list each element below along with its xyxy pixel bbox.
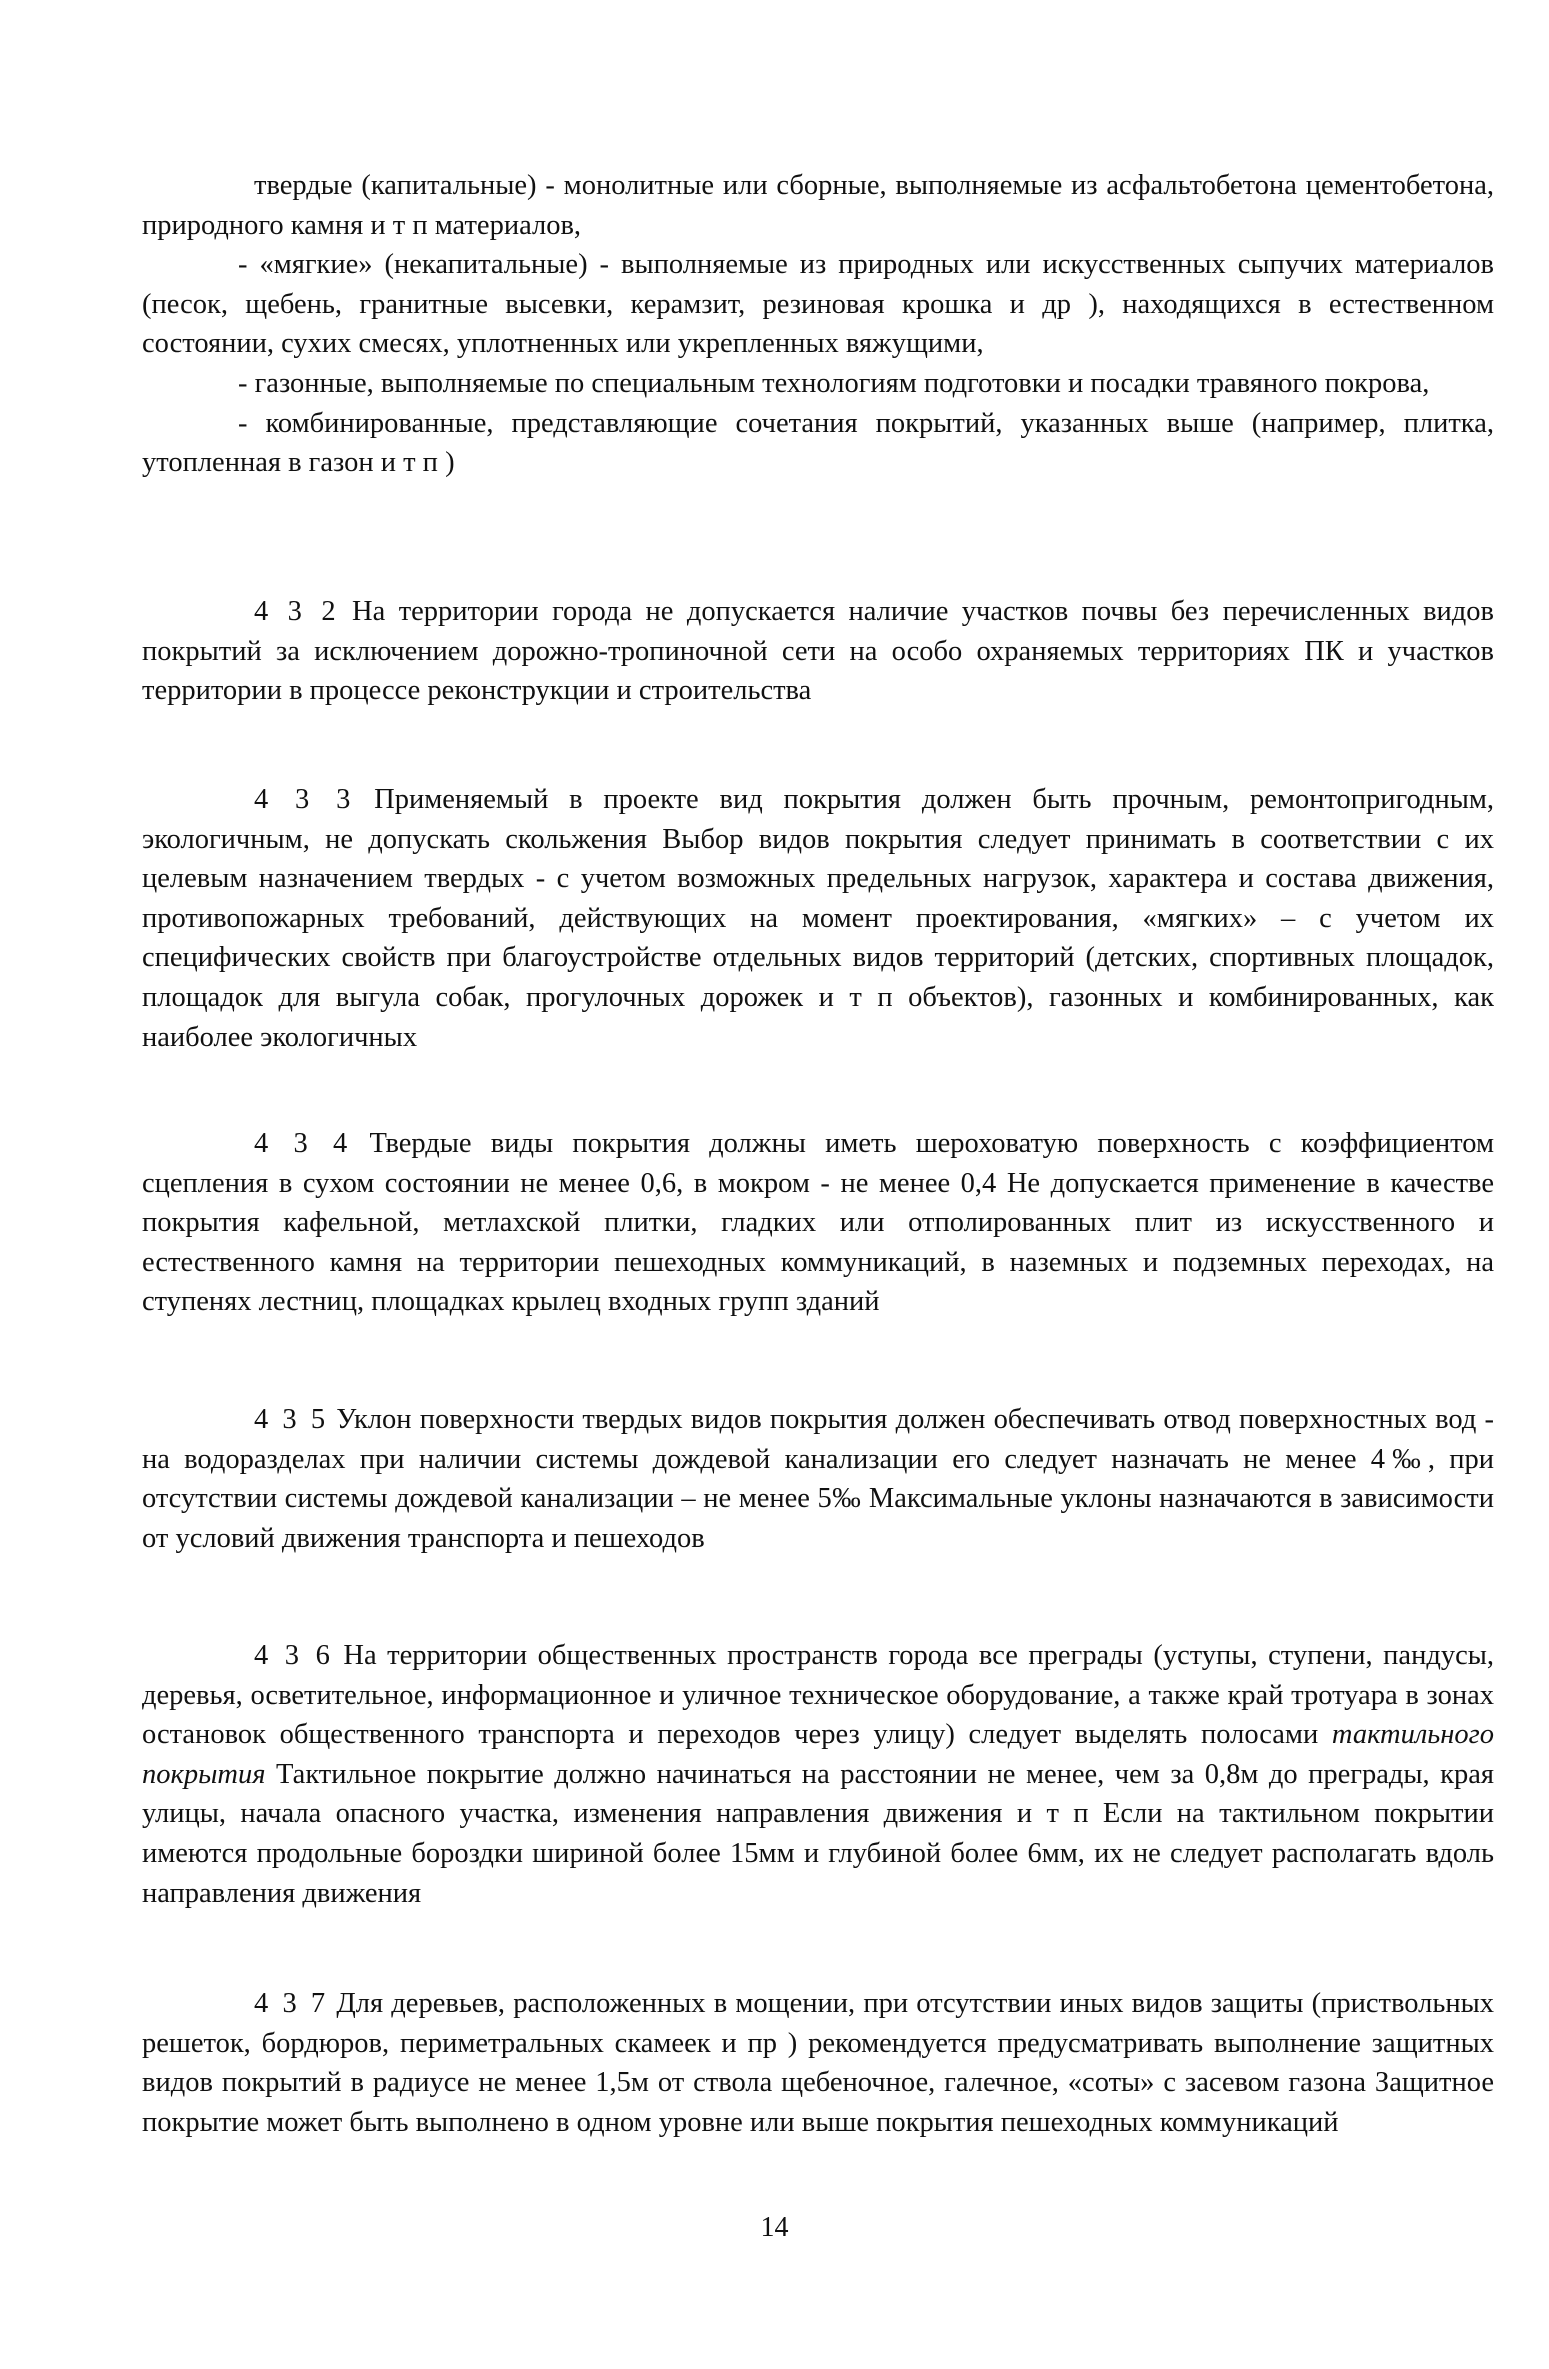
- intro-paragraph-hard: твердые (капитальные) - монолитные или сборные, выполняемые из асфальтобетона цементобетона, природного камня и т п материалов,: [142, 170, 1494, 241]
- section-4-3-5: [142, 1400, 1494, 1558]
- section-text-before: На территории общественных пространств города все преграды (уступы, ступени, пандусы, деревья, осветительное, информационное и уличное техническое оборудование, а также край тротуара в зонах остановок общественного транспорта и переходов через улицу) следует выделять полосами: [142, 1640, 1494, 1751]
- section-4-3-6: [142, 1636, 1494, 1913]
- intro-paragraph-combined: - комбинированные, представляющие сочетания покрытий, указанных выше (например, плитка, утопленная в газон и т п ): [142, 407, 1494, 479]
- section-text: На территории города не допускается наличие участков почвы без перечисленных видов покрытий за исключением дорожно-тропиночной сети на особо охраняемых территориях ПК и участков территории в процессе реконструкции и строительства: [142, 596, 1495, 707]
- section-4-3-2: [142, 592, 1494, 711]
- section-number: 4 3 5: [254, 1404, 329, 1435]
- section-number: 4 3 4: [254, 1128, 351, 1159]
- section-number: 4 3 6: [254, 1640, 333, 1671]
- section-text: Для деревьев, расположенных в мощении, при отсутствии иных видов защиты (приствольных решеток, бордюров, периметральных скамеек и пр ) рекомендуется предусматривать выполнение защитных видов покрытий в радиусе не менее 1,5м от ствола щебеночное, галечное, «соты» с засевом газона Защитное покрытие может быть выполнено в одном уровне или выше покрытия пешеходных коммуникаций: [142, 1988, 1495, 2138]
- section-4-3-4: [142, 1124, 1494, 1322]
- intro-paragraph-lawn: - газонные, выполняемые по специальным технологиям подготовки и посадки травяного покрова,: [238, 367, 1430, 399]
- section-text: Твердые виды покрытия должны иметь шероховатую поверхность с коэффициентом сцепления в сухом состоянии не менее 0,6, в мокром - не менее 0,4 Не допускается применение в качестве покрытия кафельной, метлахской плитки, гладких или отполированных плит из искусственного и естественного камня на территории пешеходных коммуникаций, в наземных и подземных переходах, на ступенях лестниц, площадках крылец входных групп зданий: [142, 1128, 1495, 1318]
- section-number: 4 3 7: [254, 1988, 329, 2019]
- section-text-after: Тактильное покрытие должно начинаться на расстоянии не менее, чем за 0,8м до преграды, края улицы, начала опасного участка, изменения направления движения и т п Если на тактильном покрытии имеются продольные бороздки шириной более 15мм и глубиной более 6мм, их не следует располагать вдоль направления движения: [142, 1758, 1494, 1909]
- section-4-3-3: [142, 780, 1494, 1057]
- section-text: Применяемый в проекте вид покрытия должен быть прочным, ремонтопригодным, экологичным, не допускать скольжения Выбор видов покрытия следует принимать в соответствии с их целевым назначением твердых - с учетом возможных предельных нагрузок, характера и состава движения, противопожарных требований, действующих на момент проектирования, «мягких» – с учетом их специфических свойств при благоустройстве отдельных видов территорий (детских, спортивных площадок, площадок для выгула собак, прогулочных дорожек и т п объектов), газонных и комбинированных, как наиболее экологичных: [142, 784, 1495, 1053]
- section-text: Уклон поверхности твердых видов покрытия должен обеспечивать отвод поверхностных вод - на водоразделах при наличии системы дождевой канализации его следует назначать не менее 4‰, при отсутствии системы дождевой канализации – не менее 5‰ Максимальные уклоны назначаются в зависимости от условий движения транспорта и пешеходов: [142, 1404, 1495, 1554]
- section-number: 4 3 2: [254, 596, 339, 627]
- section-number: 4 3 3: [254, 784, 354, 815]
- section-text-italic: тактильного покрытия: [142, 1719, 1495, 1790]
- intro-paragraph-soft: - «мягкие» (некапитальные) - выполняемые из природных или искусственных сыпучих материалов (песок, щебень, гранитные высевки, керамзит, резиновая крошка и др ), находящихся в естественном состоянии, сухих смесях, уплотненных или укрепленных вяжущими,: [142, 249, 1494, 360]
- page-number: 14: [760, 2212, 789, 2243]
- intro-list: [142, 166, 1494, 483]
- section-4-3-7: [142, 1984, 1494, 2142]
